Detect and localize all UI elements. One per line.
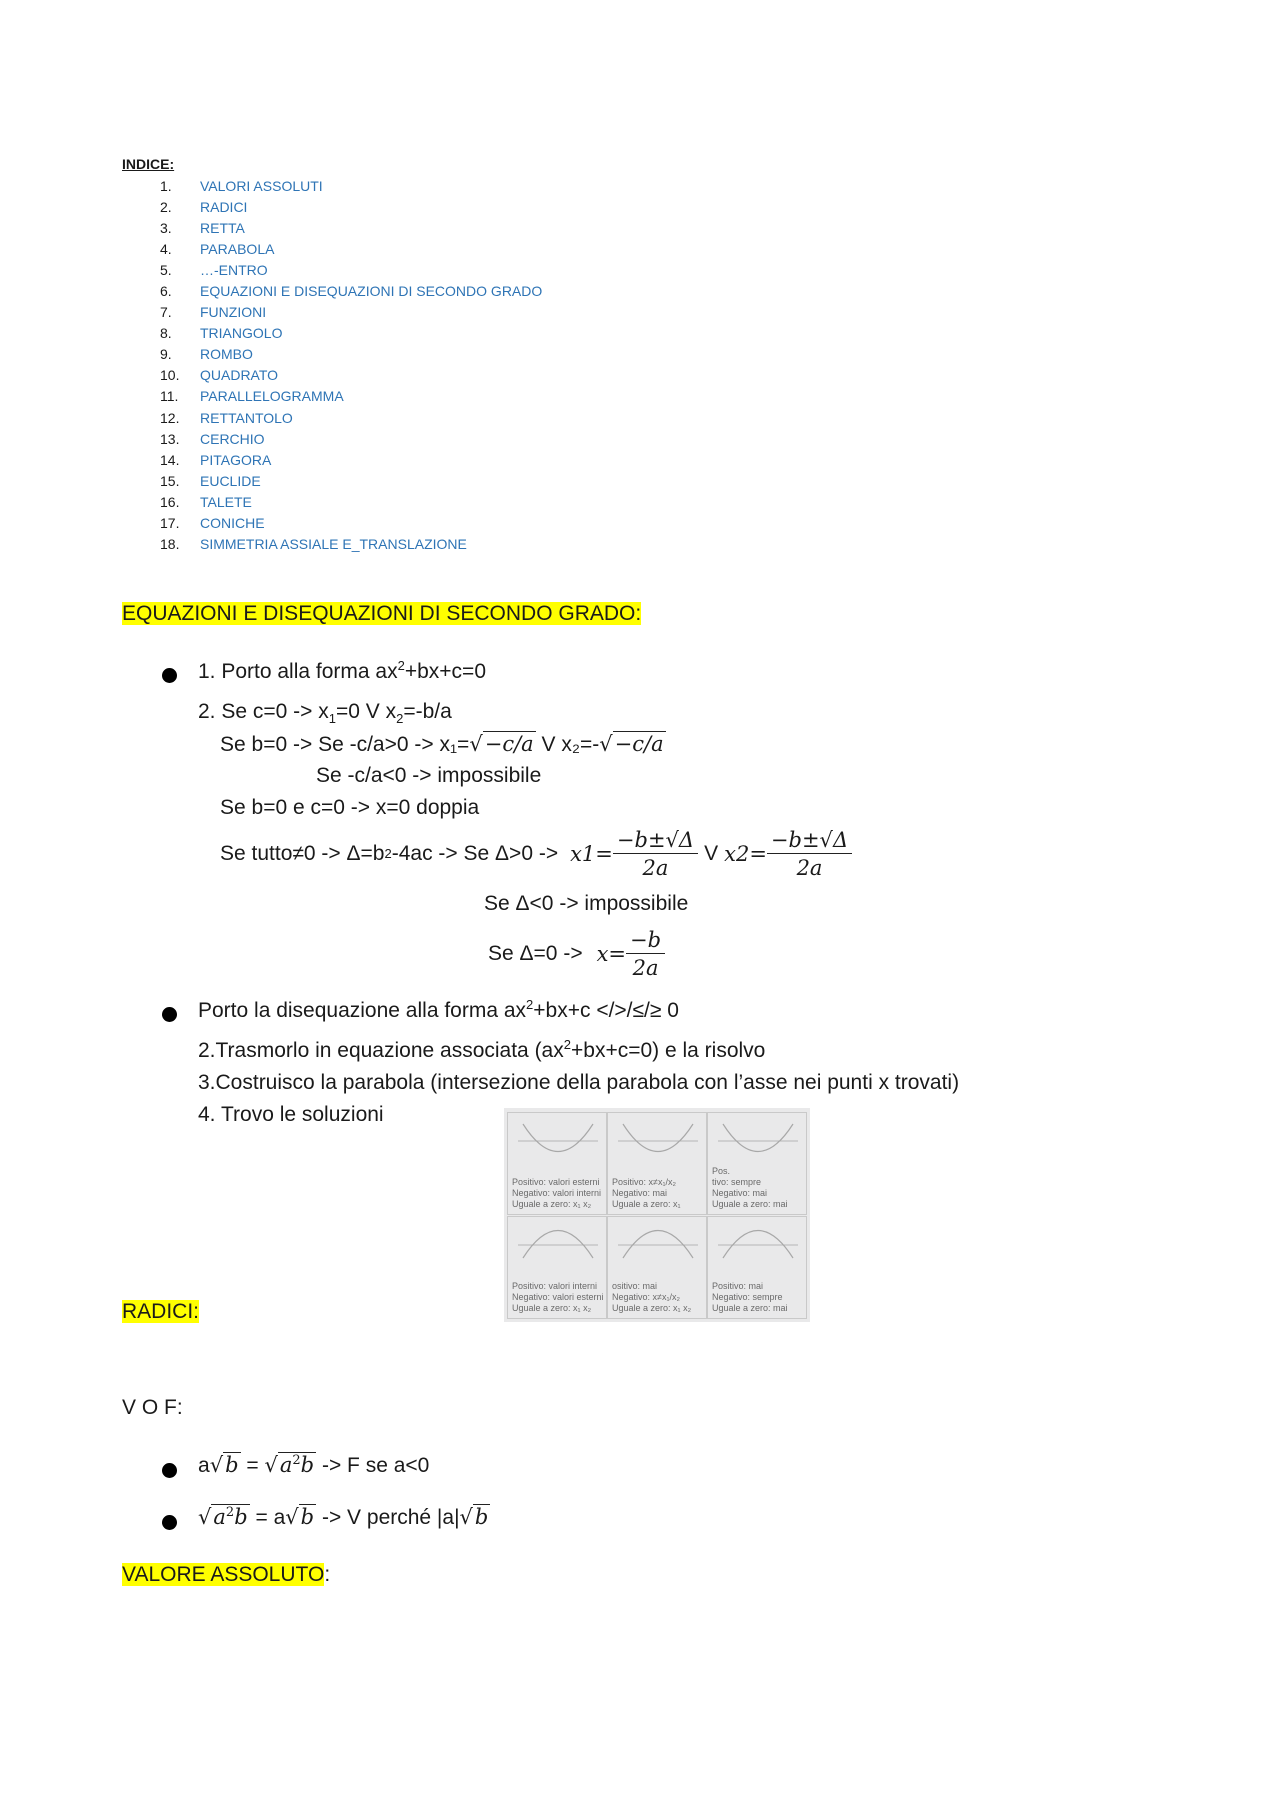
index-item	[160, 197, 542, 218]
parabola-sketch	[718, 1223, 798, 1263]
bullet	[162, 1515, 177, 1530]
index-number: 7.	[160, 304, 172, 321]
root-fraction-1: $\frac{-b\pm√\Delta}{2a}$	[613, 827, 698, 882]
index-number: 16.	[160, 493, 180, 510]
root-fraction-3: $\frac{-b}{2a}$	[626, 927, 665, 982]
index-link[interactable]: TALETE	[200, 493, 252, 510]
index-item	[160, 302, 542, 323]
index-number: 11.	[160, 388, 179, 405]
index-number: 10.	[160, 367, 180, 384]
cell-text-line: Uguale a zero: mai	[712, 1303, 788, 1313]
index-link[interactable]: QUADRATO	[200, 367, 279, 384]
index-link[interactable]: ROMBO	[200, 346, 253, 363]
dis3-text: 3.Costruisco la parabola (intersezione della parabola con l’asse nei punti x trovati)	[198, 1071, 960, 1094]
cell-text-line: Negativo: valori interni	[512, 1188, 602, 1198]
index-number: 1.	[160, 178, 172, 194]
table-cell	[707, 1216, 807, 1319]
index-number: 18.	[160, 535, 180, 552]
cell-text-line: Positivo: valori interni	[512, 1281, 598, 1291]
index-list	[160, 176, 542, 555]
vof-label: V O F:	[122, 1396, 183, 1419]
heading-valore-assoluto: VALORE ASSOLUTO:	[122, 1563, 331, 1586]
index-item	[160, 323, 542, 344]
index-number: 9.	[160, 346, 172, 363]
index-item	[160, 365, 542, 386]
cell-text-line: ositivo: mai	[612, 1281, 658, 1291]
b-zero-line: Se b=0 -> Se -c/a>0 -> x₁=√−c/a V x₂=-√−c/a	[220, 732, 664, 756]
index-item	[160, 218, 542, 239]
index-item	[160, 260, 542, 281]
index-item	[160, 281, 542, 302]
heading-radici: RADICI:	[122, 1300, 200, 1323]
index-link[interactable]: SIMMETRIA ASSIALE E_TRANSLAZIONE	[200, 535, 467, 552]
index-link[interactable]: CERCHIO	[200, 430, 265, 447]
index-item	[160, 450, 542, 471]
bc-zero-line: Se b=0 e c=0 -> x=0 doppia	[220, 796, 480, 819]
delta-zero-line: Se Δ=0 -> x= $\frac{-b}{2a}$	[488, 924, 665, 984]
parabola-sketch	[518, 1223, 598, 1263]
index-number: 14.	[160, 451, 180, 468]
heading-equazioni: EQUAZIONI E DISEQUAZIONI DI SECONDO GRADO:	[122, 602, 642, 625]
cell-text-line: Positivo: x≠x₁/x₂	[612, 1177, 676, 1187]
bullet	[162, 1007, 177, 1022]
cell-text-line: Negativo: sempre	[712, 1292, 783, 1302]
table-cell	[607, 1112, 707, 1215]
index-number: 13.	[160, 430, 180, 447]
cell-text-line: Uguale a zero: x₁ x₂	[612, 1303, 692, 1313]
cell-text-line: Pos.	[712, 1166, 731, 1176]
index-item	[160, 492, 542, 513]
parabola-sketch	[718, 1119, 798, 1159]
index-number: 8.	[160, 325, 172, 342]
cell-text-line: tivo: sempre	[712, 1177, 762, 1187]
index-link[interactable]: RADICI	[200, 199, 248, 216]
index-title: INDICE:	[122, 156, 175, 172]
cell-text-line: Uguale a zero: x₁ x₂	[512, 1199, 592, 1209]
cell-text-line: Uguale a zero: mai	[712, 1199, 788, 1209]
index-link[interactable]: CONICHE	[200, 514, 265, 531]
cell-text-line: Positivo: mai	[712, 1281, 764, 1291]
parabola-sketch	[618, 1223, 698, 1263]
index-link[interactable]: EQUAZIONI E DISEQUAZIONI DI SECONDO GRADO	[200, 283, 543, 300]
cell-text-line: Uguale a zero: x₁ x₂	[512, 1303, 592, 1313]
index-link[interactable]: PARABOLA	[200, 241, 275, 258]
cell-text-line: Negativo: mai	[612, 1188, 668, 1198]
cell-text-line: Negativo: valori esterni	[512, 1292, 604, 1302]
radici-item-2: $√a^2b = a√b -> V$ perché |a|√b	[198, 1505, 489, 1529]
dis1-text: Porto la disequazione alla forma $ax^2+bx+c$ </>/≤/≥ 0	[198, 997, 679, 1022]
parabola-sketch	[518, 1119, 598, 1159]
index-item	[160, 534, 542, 555]
index-number: 3.	[160, 220, 172, 237]
dis2-text: 2.Trasmorlo in equazione associata $(ax^2+bx+c=0)$ e la risolvo	[198, 1037, 766, 1062]
index-item	[160, 344, 542, 365]
index-link[interactable]: TRIANGOLO	[200, 325, 283, 342]
index-item	[160, 176, 542, 197]
table-cell	[507, 1112, 607, 1215]
index-link[interactable]: …-ENTRO	[200, 262, 268, 279]
index-item	[160, 408, 542, 429]
bullet	[162, 668, 177, 683]
bullet	[162, 1463, 177, 1478]
table-cell	[607, 1216, 707, 1319]
index-item	[160, 429, 542, 450]
index-number: 12.	[160, 409, 180, 426]
root-fraction-2: $\frac{-b\pm√\Delta}{2a}$	[767, 827, 852, 882]
cell-text-line: Uguale a zero: x₁	[612, 1199, 681, 1209]
parabola-sketch	[618, 1119, 698, 1159]
index-link[interactable]: FUNZIONI	[200, 304, 267, 321]
parabola-table-photo	[504, 1108, 810, 1322]
b-zero-negative-line: Se -c/a<0 -> impossibile	[316, 764, 542, 787]
step2-text: 2. Se $c=0 -> x_1=0$ V $x_2=-b/a$	[198, 700, 452, 727]
index-number: 4.	[160, 241, 172, 258]
index-link[interactable]: RETTA	[200, 220, 245, 237]
index-link[interactable]: PARALLELOGRAMMA	[200, 388, 344, 405]
index-item	[160, 471, 542, 492]
index-link[interactable]: RETTANTOLO	[200, 409, 293, 426]
cell-text-line: Negativo: x≠x₁/x₂	[612, 1292, 680, 1302]
dis4-text: 4. Trovo le soluzioni	[198, 1103, 384, 1126]
index-item	[160, 386, 542, 407]
index-number: 6.	[160, 283, 172, 300]
index-number: 2.	[160, 199, 172, 216]
index-link[interactable]: VALORI ASSOLUTI	[200, 178, 323, 194]
table-cell	[507, 1216, 607, 1319]
delta-negative-line: Se Δ<0 -> impossibile	[484, 892, 689, 915]
index-link[interactable]: EUCLIDE	[200, 472, 261, 489]
index-item	[160, 513, 542, 534]
index-number: 15.	[160, 472, 180, 489]
table-cell	[707, 1112, 807, 1215]
cell-text-line: Positivo: valori esterni	[512, 1177, 600, 1187]
cell-text-line: Negativo: mai	[712, 1188, 768, 1198]
index-item	[160, 239, 542, 260]
radici-item-1: $a√b = √a^2b -> F$ se a<0	[198, 1453, 430, 1477]
delta-line: Se tutto≠0 -> Δ=b 2 -4ac -> Se Δ>0 -> x1= $\frac{-b\pm√\Delta}{2a}$ V x2= $\frac{-b\pm√\Delta}{2a}$	[220, 824, 852, 884]
index-number: 5.	[160, 262, 172, 279]
index-number: 17.	[160, 514, 180, 531]
step1-text: 1. Porto alla forma $ax^2+bx+c=0$	[198, 658, 486, 683]
index-link[interactable]: PITAGORA	[200, 451, 272, 468]
